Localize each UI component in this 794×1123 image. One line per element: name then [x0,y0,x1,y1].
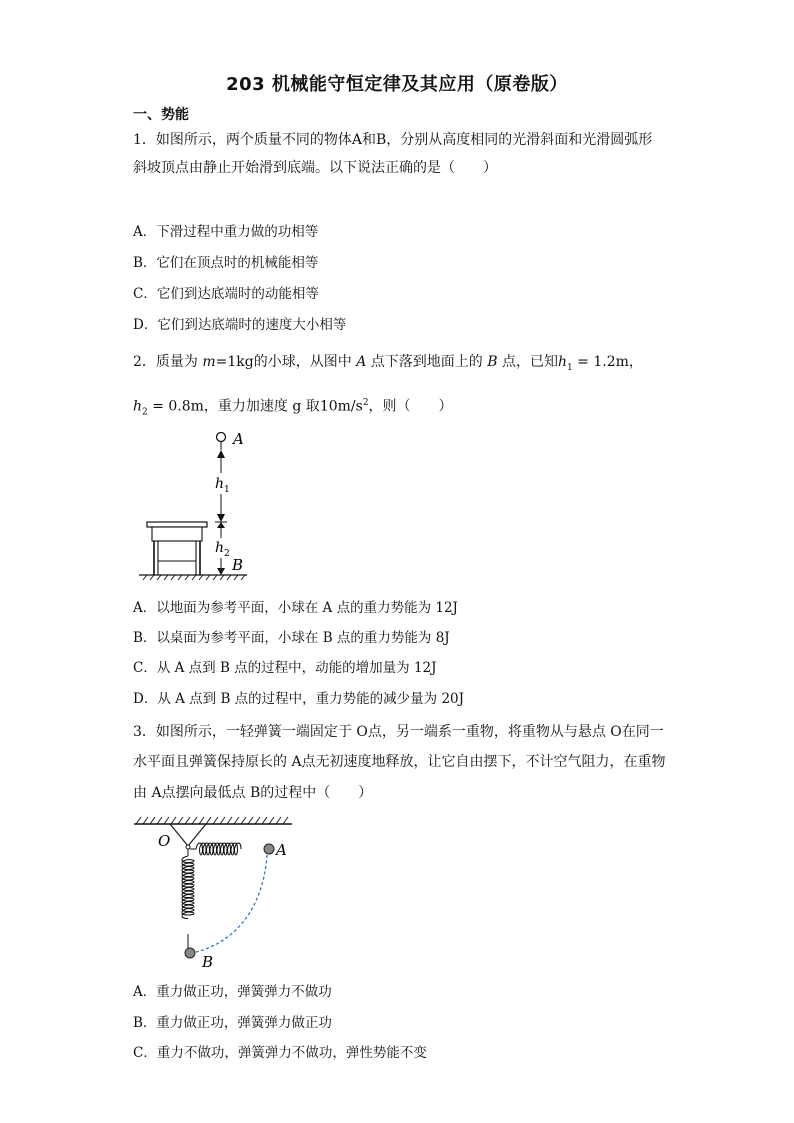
q1-option-b: B．它们在顶点时的机械能相等 [133,255,319,271]
q2-option-c: C．从 A 点到 B 点的过程中，动能的增加量为 12J [133,660,437,676]
page-title: 203 机械能守恒定律及其应用（原卷版） [226,74,568,95]
pivot-o [186,845,190,849]
q1-option-c: C．它们到达底端时的动能相等 [133,286,319,302]
q2-option-a: A．以地面为参考平面，小球在 A 点的重力势能为 12J [133,600,458,616]
q2-option-b: B．以桌面为参考平面，小球在 B 点的重力势能为 8J [133,630,450,646]
table-top [147,522,207,527]
label-h1-sub: 1 [224,485,230,495]
ball-b [185,948,195,958]
q1-option-a: A．下滑过程中重力做的功相等 [133,224,319,240]
q3-text-line2: 水平面且弹簧保持原长的 A点无初速度地释放，让它自由摆下，不计空气阻力，在重物 [133,754,666,770]
label-b: B [232,556,244,574]
ground-hatch [143,575,245,580]
arrow-up-icon [217,522,225,528]
q3-text-line3: 由 A点摆向最低点 B的过程中（ ） [133,785,373,801]
q3-option-c: C．重力不做功，弹簧弹力不做功，弹性势能不变 [133,1045,427,1061]
q3-option-a: A．重力做正功，弹簧弹力不做功 [133,984,332,1000]
ceiling-hatch [136,817,288,824]
section-heading: 一、势能 [133,107,189,123]
label-a: A [233,430,244,448]
label-b: B [202,953,214,971]
ball-a [264,844,274,854]
q1-option-d: D．它们到达底端时的速度大小相等 [133,317,347,333]
spring-horizontal [196,843,241,855]
q2-text-line1: 2．质量为 m=1kg的小球，从图中 A 点下落到地面上的 B 点，已知$h_1 = 1.2m$， [133,354,643,373]
arrow-down-icon [217,568,225,575]
spring-vertical [182,856,194,919]
trajectory-path [196,855,267,952]
q2-text-line2: $h_2 = 0.8m$，重力加速度 g 取$10m/s^2$，则（ ） [133,398,453,418]
q1-text-line1: 1．如图所示，两个质量不同的物体A和B，分别从高度相同的光滑斜面和光滑圆弧形 [133,132,653,148]
arrow-down-icon [217,514,225,522]
label-h2-sub: 2 [224,549,230,559]
label-o: O [158,832,171,850]
ball-a [217,433,226,442]
q3-figure-spring-pendulum [130,812,300,972]
q3-text-line1: 3．如图所示，一轻弹簧一端固定于 O点，另一端系一重物，将重物从与悬点 O在同一 [133,724,664,740]
arrow-up-icon [217,450,225,458]
q1-text-line2: 斜坡顶点由静止开始滑到底端。以下说法正确的是（ ） [133,160,497,176]
q2-option-d: D．从 A 点到 B 点的过程中，重力势能的减少量为 20J [133,691,465,707]
label-h2: h [215,540,225,556]
q2-figure-table-ball [135,428,255,582]
label-h1: h [215,476,225,492]
label-a: A [276,841,287,859]
q3-option-b: B．重力做正功，弹簧弹力做正功 [133,1015,332,1031]
